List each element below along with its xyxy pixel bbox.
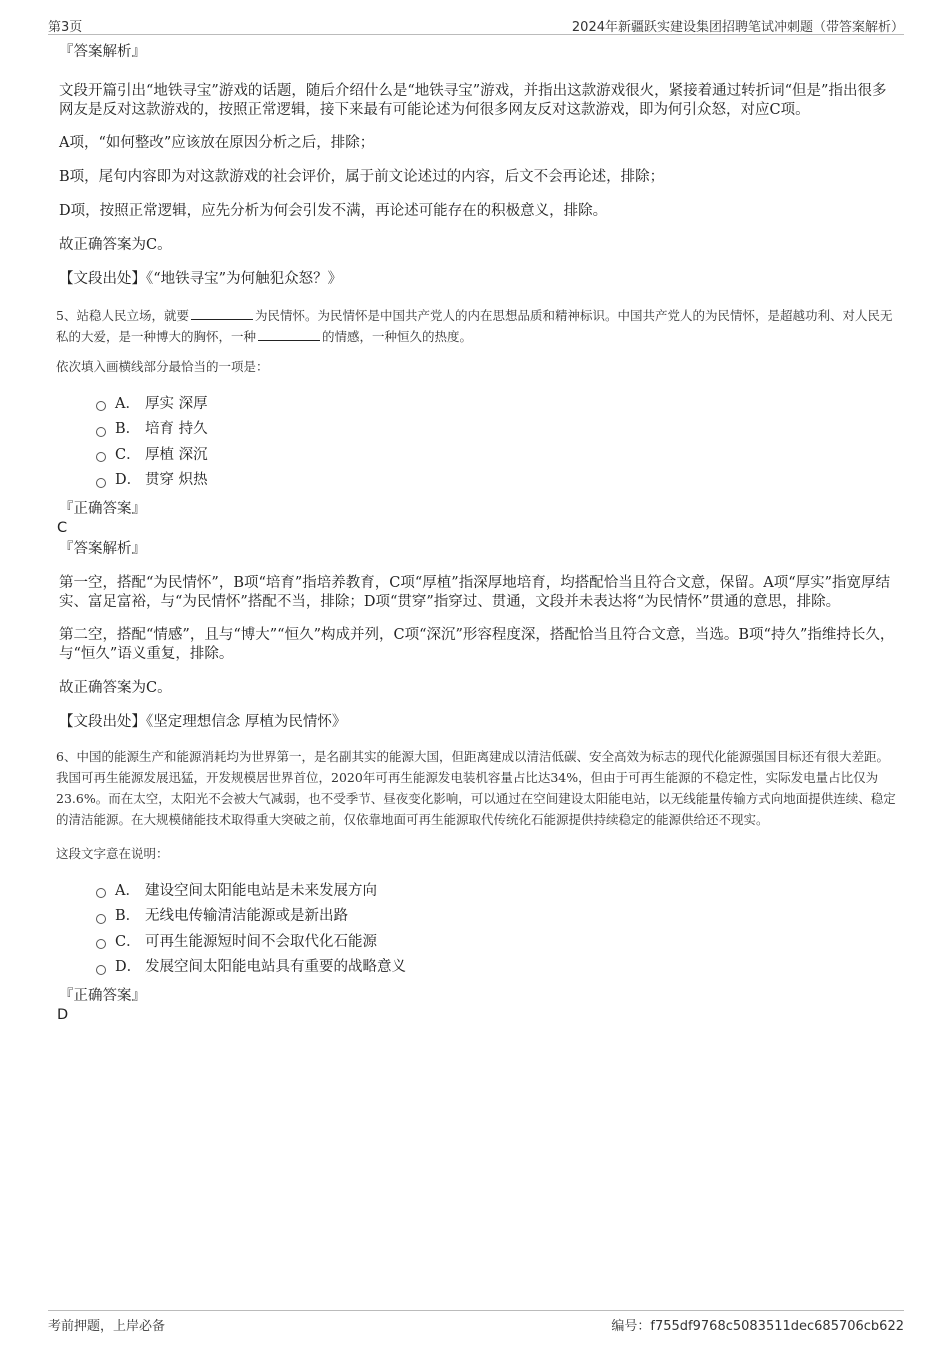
q4-source (59, 269, 898, 289)
q5-option-a[interactable]: A． 厚实 深厚 (96, 391, 898, 417)
q4-analysis-paragraph: B项，尾句内容即为对这款游戏的社会评价，属于前文论述过的内容，后文不会再论述，排除； (59, 169, 665, 185)
q5-analysis-paragraph: 第二空，搭配“情感”，且与“博大”“恒久”构成并列，C项“深沉”形容程度深，搭配恰当且符合文意，当选。B项“持久”指维持长久，与“恒久”语义重复，排除。 (59, 627, 895, 662)
radio-button-icon[interactable] (96, 478, 106, 488)
q5-correct-label: 『正确答案』 (59, 501, 146, 517)
q5-question-text: 5、站稳人民立场，就要 为民情怀。为民情怀是中国共产党人的内在思想品质和精神标识。中国共产党人的为民情怀，是超越功利、对人民无私的大爱，是一种博大的胸怀，一种 的情感，一种恒久的热度。 (56, 308, 893, 344)
q5-option-d[interactable]: D． 贯穿 炽热 (96, 468, 898, 494)
document-title: 2024年新疆跃实建设集团招聘笔试冲刺题（带答案解析） (571, 20, 904, 35)
radio-button-icon[interactable] (96, 427, 106, 437)
page-content (56, 42, 898, 1025)
document-serial: 编号：f755df9768c5083511dec685706cb622 (611, 1319, 904, 1334)
q6-answer: D (57, 1007, 69, 1023)
q5-option-c[interactable]: C． 厚植 深沉 (96, 442, 898, 468)
q6-question-text: 6、中国的能源生产和能源消耗均为世界第一，是名副其实的能源大国，但距离建成以清洁低碳、安全高效为标志的现代化能源强国目标还有很大差距。我国可再生能源发展迅猛，开发规模居世界首位，2020年可再生能源发电装机容量占比达34%，但由于可再生能源的不稳定性，实际发电量占比仅为23.6%。而在太空，太阳光不会被大气减弱，也不受季节、昼夜变化影响，可以通过在空间建设太阳能电站，以无线能量传输方式向地面提供连续、稳定的清洁能源。在大规模储能技术取得重大突破之前，仅依靠地面可再生能源取代传统化石能源提供持续稳定的能源供给还不现实。 (56, 749, 896, 827)
q5-prompt: 依次填入画横线部分最恰当的一项是： (56, 359, 269, 374)
radio-button-icon[interactable] (96, 914, 106, 924)
q6-option-b[interactable]: B． 无线电传输清洁能源或是新出路 (96, 904, 898, 930)
q4-analysis-paragraph: A项，“如何整改”应该放在原因分析之后，排除； (59, 135, 375, 151)
q6-options (96, 878, 898, 980)
q6-option-d[interactable]: D． 发展空间太阳能电站具有重要的战略意义 (96, 955, 898, 981)
q5-option-b[interactable]: B． 培育 持久 (96, 417, 898, 443)
q5-source (59, 712, 898, 732)
q5-options (96, 391, 898, 493)
footer-slogan: 考前押题，上岸必备 (48, 1319, 166, 1334)
q5-answer: C (57, 520, 68, 536)
q4-analysis-label: 『答案解析』 (59, 44, 146, 60)
radio-button-icon[interactable] (96, 401, 106, 411)
q6-option-a[interactable]: A． 建设空间太阳能电站是未来发展方向 (96, 878, 898, 904)
fill-blank (191, 307, 253, 320)
radio-button-icon[interactable] (96, 452, 106, 462)
q4-analysis-paragraph: 文段开篇引出“地铁寻宝”游戏的话题，随后介绍什么是“地铁寻宝”游戏，并指出这款游戏很火，紧接着通过转折词“但是”指出很多网友是反对这款游戏的，按照正常逻辑，接下来最有可能论述为何很多网友反对这款游戏，即为何引众怒，对应C项。 (59, 83, 887, 118)
q4-conclusion: 故正确答案为C。 (59, 237, 172, 253)
source-title: 《坚定理想信念 厚植为民情怀》 (146, 714, 347, 730)
source-title: 《“地铁寻宝”为何触犯众怒？》 (146, 271, 343, 287)
q4-analysis-paragraph: D项，按照正常逻辑，应先分析为何会引发不满，再论述可能存在的积极意义，排除。 (59, 203, 608, 219)
source-prefix: 【文段出处】 (59, 714, 146, 730)
q6-prompt: 这段文字意在说明： (56, 846, 169, 861)
q5-analysis-paragraph: 第一空，搭配“为民情怀”，B项“培育”指培养教育，C项“厚植”指深厚地培育，均搭配恰当且符合文意，保留。A项“厚实”指宽厚结实、富足富裕，与“为民情怀”搭配不当，排除；D项“贯穿”指穿过、贯通，文段并未表达将“为民情怀”贯通的意思，排除。 (59, 575, 891, 610)
radio-button-icon[interactable] (96, 965, 106, 975)
fill-blank (258, 328, 320, 341)
q5-analysis-label: 『答案解析』 (59, 541, 146, 557)
radio-button-icon[interactable] (96, 939, 106, 949)
q6-option-c[interactable]: C． 可再生能源短时间不会取代化石能源 (96, 929, 898, 955)
page-number: 第3页 (48, 20, 83, 35)
page-footer (48, 1310, 904, 1335)
radio-button-icon[interactable] (96, 888, 106, 898)
q5-conclusion: 故正确答案为C。 (59, 680, 172, 696)
q6-correct-label: 『正确答案』 (59, 988, 146, 1004)
page-header (48, 14, 904, 35)
source-prefix: 【文段出处】 (59, 271, 146, 287)
